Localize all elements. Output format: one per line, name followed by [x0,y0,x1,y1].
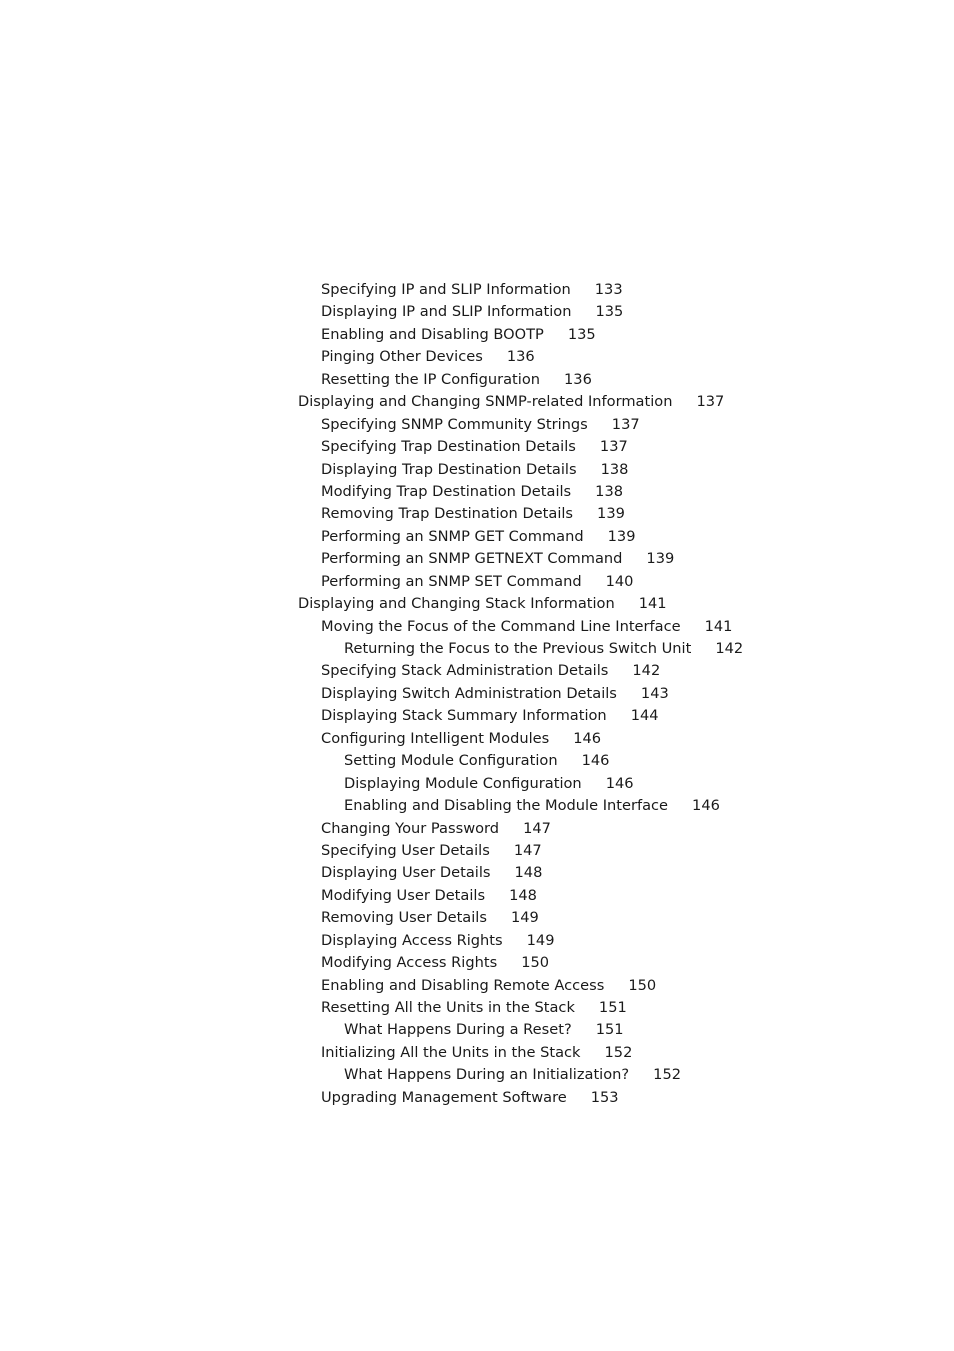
toc-entry-page-number: 137 [611,415,640,433]
toc-entry-title: Pinging Other Devices [321,348,483,366]
toc-entry-page-number: 150 [521,954,550,972]
toc-entry [298,616,743,638]
toc-entry [298,862,743,884]
toc-entry-page-number: 146 [581,752,610,770]
toc-entry-page-number: 140 [605,572,634,590]
toc-entry-title: Performing an SNMP SET Command [321,572,582,590]
toc-entry-title: Modifying User Details [321,886,486,904]
toc-entry [298,930,743,952]
toc-entry-title: Moving the Focus of the Command Line Interface [321,617,681,635]
toc-entry [298,481,743,503]
toc-entry-title: Displaying Trap Destination Details [321,460,577,478]
toc-entry-page-number: 148 [514,864,543,882]
toc-entry-page-number: 138 [600,460,629,478]
toc-entry-page-number: 141 [638,595,667,613]
toc-entry-page-number: 142 [632,662,661,680]
toc-entry-page-number: 137 [599,438,628,456]
toc-entry-page-number: 149 [526,931,555,949]
toc-entry-title: Upgrading Management Software [321,1088,567,1106]
toc-entry-title: Enabling and Disabling BOOTP [321,325,544,343]
toc-entry-title: Specifying User Details [321,841,490,859]
toc-entry-page-number: 136 [564,370,592,388]
toc-entry [298,773,743,795]
toc-entry-page-number: 143 [640,684,669,702]
toc-entry-title: Removing Trap Destination Details [321,505,574,523]
toc-entry-page-number: 139 [597,505,625,523]
toc-entry [298,795,743,817]
toc-entry-title: Displaying and Changing SNMP-related Information [298,393,673,411]
toc-entry-page-number: 146 [605,774,634,792]
toc-entry-title: Setting Module Configuration [344,752,558,770]
toc-entry-title: Specifying Trap Destination Details [321,438,576,456]
toc-entry-title: What Happens During an Initialization? [344,1066,630,1084]
toc-entry-page-number: 152 [604,1043,633,1061]
toc-entry-page-number: 152 [653,1066,682,1084]
toc-entry [298,728,743,750]
toc-entry [298,1087,743,1109]
toc-entry [298,997,743,1019]
toc-entry [298,907,743,929]
toc-entry-page-number: 147 [513,841,542,859]
toc-entry [298,1019,743,1041]
toc-entry [298,526,743,548]
toc-entry-title: Removing User Details [321,909,487,927]
toc-entry-title: Displaying Switch Administration Details [321,684,617,702]
toc-entry-title: Enabling and Disabling the Module Interface [344,797,669,815]
toc-entry-page-number: 135 [595,303,624,321]
toc-entry-page-number: 141 [704,617,733,635]
toc-entry-page-number: 151 [598,999,627,1016]
toc-entry-title: Specifying IP and SLIP Information [321,281,571,298]
toc-entry [298,1042,743,1064]
toc-entry-page-number: 136 [506,348,535,366]
toc-entry-page-number: 139 [646,550,675,568]
toc-entry-title: Displaying Module Configuration [344,774,582,792]
toc-entry-title: Performing an SNMP GET Command [321,527,584,545]
toc-entry [298,660,743,682]
toc-entry [298,503,743,525]
toc-entry [298,324,743,346]
toc-entry-title: Displaying Stack Summary Information [321,707,607,725]
toc-entry [298,593,743,615]
toc-entry-page-number: 153 [590,1088,619,1106]
toc-entry [298,279,743,301]
toc-entry [298,414,743,436]
toc-entry-title: Displaying IP and SLIP Information [321,303,572,321]
toc-entry-page-number: 144 [630,707,659,725]
toc-entry-page-number: 150 [628,976,657,994]
toc-entry-page-number: 139 [607,527,636,545]
toc-entry-title: Resetting the IP Configuration [321,370,540,388]
toc-entry [298,975,743,997]
toc-entry [298,436,743,458]
toc-entry-title: Specifying Stack Administration Details [321,662,609,680]
toc-entry-title: Configuring Intelligent Modules [321,729,550,747]
toc-entry-title: Displaying and Changing Stack Information [298,595,615,613]
toc-entry [298,369,743,391]
toc-entry-title: Displaying User Details [321,864,491,882]
toc-entry [298,705,743,727]
toc-entry-page-number: 151 [595,1021,624,1039]
toc-entry [298,840,743,862]
toc-entry-title: Performing an SNMP GETNEXT Command [321,550,623,568]
toc-entry-page-number: 135 [567,325,596,343]
toc-entry [298,818,743,840]
toc-entry [298,885,743,907]
toc-entry-page-number: 149 [510,909,539,927]
toc-entry-title: Changing Your Password [321,819,500,837]
toc-entry-title: Specifying SNMP Community Strings [321,415,588,433]
table-of-contents [298,279,743,1109]
toc-entry-title: Modifying Access Rights [321,954,498,972]
toc-entry-page-number: 133 [594,281,623,298]
toc-entry-title: Initializing All the Units in the Stack [321,1043,581,1061]
toc-entry-page-number: 138 [595,482,624,500]
toc-entry-page-number: 146 [692,797,720,815]
toc-entry [298,750,743,772]
toc-entry [298,346,743,368]
toc-entry [298,459,743,481]
toc-entry-title: What Happens During a Reset? [344,1021,572,1039]
toc-entry-title: Returning the Focus to the Previous Switch Unit [344,640,692,657]
toc-entry-title: Resetting All the Units in the Stack [321,999,575,1016]
toc-entry-page-number: 147 [523,819,551,837]
toc-entry-title: Enabling and Disabling Remote Access [321,976,605,994]
toc-entry-page-number: 142 [715,640,744,657]
toc-entry [298,1064,743,1086]
toc-entry-page-number: 146 [573,729,602,747]
toc-entry-page-number: 148 [509,886,537,904]
toc-entry [298,391,743,413]
toc-entry [298,683,743,705]
toc-entry-title: Modifying Trap Destination Details [321,482,572,500]
toc-entry [298,548,743,570]
toc-entry [298,571,743,593]
toc-entry-title: Displaying Access Rights [321,931,503,949]
toc-entry [298,952,743,974]
toc-entry [298,301,743,323]
toc-entry-page-number: 137 [696,393,725,411]
toc-entry [298,638,743,660]
